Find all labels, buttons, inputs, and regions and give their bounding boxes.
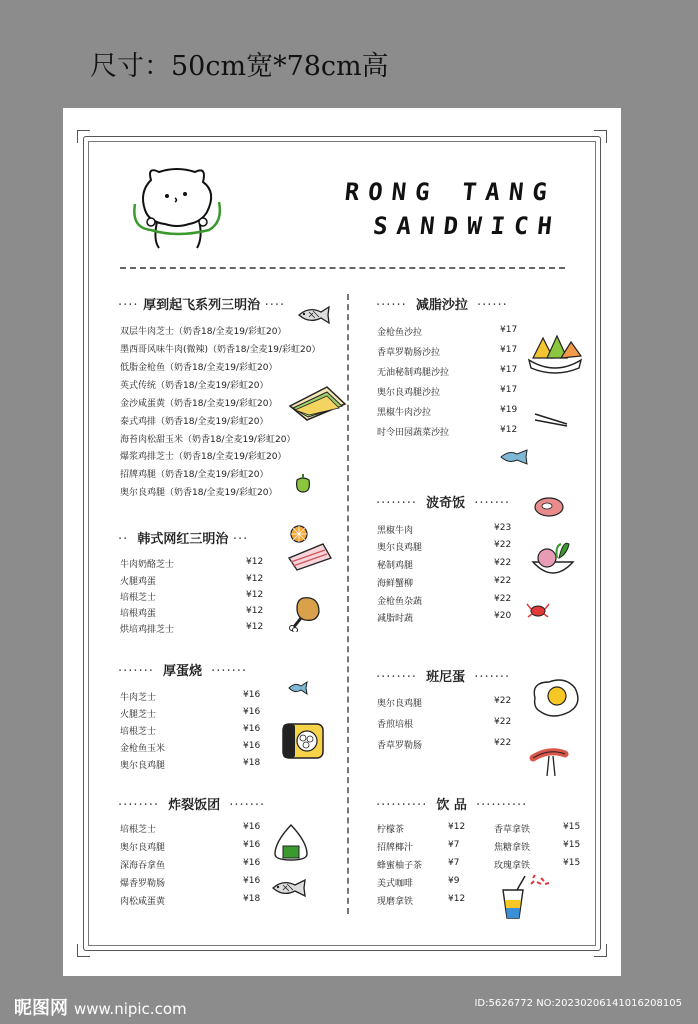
menu-item-price: ¥23	[494, 523, 512, 533]
crab-icon	[525, 598, 551, 620]
menu-item-name: 黑椒牛肉沙拉	[377, 408, 432, 418]
menu-item-name: 柠檬茶	[377, 825, 405, 835]
menu-item-name: 香草罗勒肠沙拉	[377, 348, 441, 358]
section-title-rice-ball: ········ 炸裂饭团 ·······	[118, 798, 266, 813]
watermark-logo: 昵图网 www.nipic.com	[14, 998, 187, 1019]
onigiri-icon	[271, 822, 311, 862]
drumstick-icon	[289, 594, 323, 632]
menu-item-name: 培根芝士	[120, 727, 157, 737]
menu-item-price: ¥12	[246, 590, 264, 600]
fried-egg-icon	[529, 676, 583, 720]
section-title-salad: ······ 减脂沙拉 ······	[376, 298, 508, 313]
chopsticks-icon	[533, 410, 569, 430]
menu-item-price: ¥22	[494, 576, 512, 586]
menu-item-name: 金枪鱼玉米	[120, 744, 166, 754]
menu-item-name: 减脂时蔬	[377, 614, 414, 624]
brand-line-2: SANDWICH	[371, 212, 563, 240]
menu-item-price: ¥12	[246, 557, 264, 567]
list-item: 墨西哥风味牛肉(微辣)（奶香18/全麦19/彩虹20）	[120, 345, 321, 355]
menu-item-name: 香草罗勒肠	[377, 741, 423, 751]
menu-item-name: 培根芝士	[120, 593, 157, 603]
menu-item-name: 海鲜蟹柳	[377, 579, 414, 589]
section-title-korean-sandwich: ·· 韩式网红三明治 ···	[118, 532, 249, 547]
menu-item-name: 美式咖啡	[377, 879, 414, 889]
menu-item-name: 牛肉芝士	[120, 693, 157, 703]
menu-item-name: 牛肉奶酪芝士	[120, 560, 175, 570]
menu-item-price: ¥17	[500, 385, 518, 395]
pepper-icon	[293, 472, 313, 494]
cake-icon	[287, 524, 333, 574]
menu-item-name: 奥尔良鸡腿	[120, 761, 166, 771]
menu-item-price: ¥16	[243, 840, 261, 850]
menu-item-price: ¥15	[563, 840, 581, 850]
list-item: 泰式鸡排（奶香18/全麦19/彩虹20）	[120, 417, 269, 427]
menu-item-name: 现磨拿铁	[377, 897, 414, 907]
menu-item-price: ¥7	[448, 840, 460, 850]
menu-item-price: ¥16	[243, 724, 261, 734]
menu-item-name: 深海吞拿鱼	[120, 861, 166, 871]
list-item: 海苔肉松甜玉米（奶香18/全麦19/彩虹20）	[120, 435, 296, 445]
menu-item-name: 玫瑰拿铁	[494, 861, 531, 871]
menu-item-price: ¥16	[243, 858, 261, 868]
menu-item-name: 火腿芝士	[120, 710, 157, 720]
brand-line-1: RONG TANG	[343, 178, 558, 206]
menu-item-name: 肉松咸蛋黄	[120, 897, 166, 907]
menu-item-name: 培根芝士	[120, 825, 157, 835]
menu-item-name: 奥尔良鸡腿	[377, 699, 423, 709]
menu-item-price: ¥17	[500, 345, 518, 355]
menu-item-price: ¥16	[243, 876, 261, 886]
menu-item-price: ¥12	[246, 574, 264, 584]
menu-item-name: 爆香罗勒肠	[120, 879, 166, 889]
menu-item-name: 时令田园蔬菜沙拉	[377, 428, 450, 438]
menu-item-price: ¥17	[500, 325, 518, 335]
menu-item-name: 招牌椰汁	[377, 843, 414, 853]
menu-item-name: 蜂蜜柚子茶	[377, 861, 423, 871]
menu-item-price: ¥19	[500, 405, 518, 415]
menu-item-price: ¥12	[500, 425, 518, 435]
watermark-id: ID:5626772 NO:20230206141016208105	[474, 998, 682, 1009]
menu-item-price: ¥15	[563, 822, 581, 832]
menu-item-name: 奥尔良鸡腿沙拉	[377, 388, 441, 398]
section-title-thick-sandwich: ···· 厚到起飞系列三明治 ····	[118, 298, 286, 313]
menu-item-name: 焦糖拿铁	[494, 843, 531, 853]
list-item: 奥尔良鸡腿（奶香18/全麦19/彩虹20）	[120, 488, 278, 498]
corner-ornament	[77, 944, 90, 957]
menu-item-price: ¥20	[494, 611, 512, 621]
list-item: 爆浆鸡排芝士（奶香18/全麦19/彩虹20）	[120, 452, 287, 462]
menu-item-name: 奥尔良鸡腿	[377, 543, 423, 553]
fish-icon	[295, 304, 333, 326]
menu-item-name: 火腿鸡蛋	[120, 577, 157, 587]
menu-item-name: 奥尔良鸡腿	[120, 843, 166, 853]
menu-item-price: ¥22	[494, 738, 512, 748]
list-item: 金沙咸蛋黄（奶香18/全麦19/彩虹20）	[120, 399, 278, 409]
sandwich-icon	[287, 384, 349, 422]
menu-item-name: 香煎培根	[377, 720, 414, 730]
menu-item-price: ¥16	[243, 707, 261, 717]
section-title-tamagoyaki: ······· 厚蛋烧 ·······	[118, 664, 248, 679]
egg-roll-icon	[281, 718, 327, 764]
fish-icon	[269, 876, 309, 900]
menu-item-price: ¥22	[494, 540, 512, 550]
fish-icon	[287, 680, 309, 696]
brand-title	[340, 178, 566, 240]
menu-item-price: ¥12	[448, 822, 466, 832]
drink-icon	[499, 874, 553, 922]
menu-item-name: 香草拿铁	[494, 825, 531, 835]
menu-item-price: ¥15	[563, 858, 581, 868]
cat-icon	[129, 162, 225, 250]
salad-icon	[525, 330, 585, 376]
menu-item-price: ¥12	[448, 894, 466, 904]
menu-item-name: 培根鸡蛋	[120, 609, 157, 619]
menu-item-price: ¥22	[494, 558, 512, 568]
menu-item-name: 黑椒牛肉	[377, 526, 414, 536]
list-item: 招牌鸡腿（奶香18/全麦19/彩虹20）	[120, 470, 269, 480]
section-title-eggs-benedict: ········ 班尼蛋 ·······	[376, 670, 511, 685]
list-item: 双层牛肉芝士（奶香18/全麦19/彩虹20）	[120, 327, 287, 337]
menu-item-name: 烘培鸡排芝士	[120, 625, 175, 635]
menu-item-price: ¥9	[448, 876, 460, 886]
menu-item-price: ¥18	[243, 758, 261, 768]
size-caption: 尺寸：50cm宽*78cm高	[90, 51, 389, 82]
sausage-icon	[529, 744, 571, 784]
menu-item-price: ¥18	[243, 894, 261, 904]
corner-ornament	[594, 944, 607, 957]
list-item: 英式传统（奶香18/全麦19/彩虹20）	[120, 381, 269, 391]
header-divider	[120, 267, 565, 269]
section-title-drinks: ·········· 饮 品 ··········	[376, 798, 528, 813]
section-title-poke: ········ 波奇饭 ·······	[376, 496, 511, 511]
menu-item-price: ¥16	[243, 741, 261, 751]
menu-item-price: ¥7	[448, 858, 460, 868]
menu-item-price: ¥16	[243, 690, 261, 700]
poke-bowl-icon	[529, 536, 577, 584]
corner-ornament	[77, 130, 90, 143]
meat-icon	[533, 496, 565, 518]
menu-item-price: ¥12	[246, 606, 264, 616]
menu-item-price: ¥16	[243, 822, 261, 832]
menu-item-price: ¥22	[494, 594, 512, 604]
menu-item-name: 秘制鸡腿	[377, 561, 414, 571]
menu-item-price: ¥12	[246, 622, 264, 632]
menu-item-price: ¥22	[494, 717, 512, 727]
menu-item-name: 金枪鱼杂蔬	[377, 597, 423, 607]
menu-poster	[63, 108, 621, 976]
menu-item-price: ¥22	[494, 696, 512, 706]
menu-item-name: 金枪鱼沙拉	[377, 328, 423, 338]
watermark-url: www.nipic.com	[74, 1000, 187, 1018]
list-item: 低脂金枪鱼（奶香18/全麦19/彩虹20）	[120, 363, 278, 373]
fish-icon	[499, 448, 529, 466]
menu-item-price: ¥17	[500, 365, 518, 375]
corner-ornament	[594, 130, 607, 143]
menu-item-name: 无油秘制鸡腿沙拉	[377, 368, 450, 378]
